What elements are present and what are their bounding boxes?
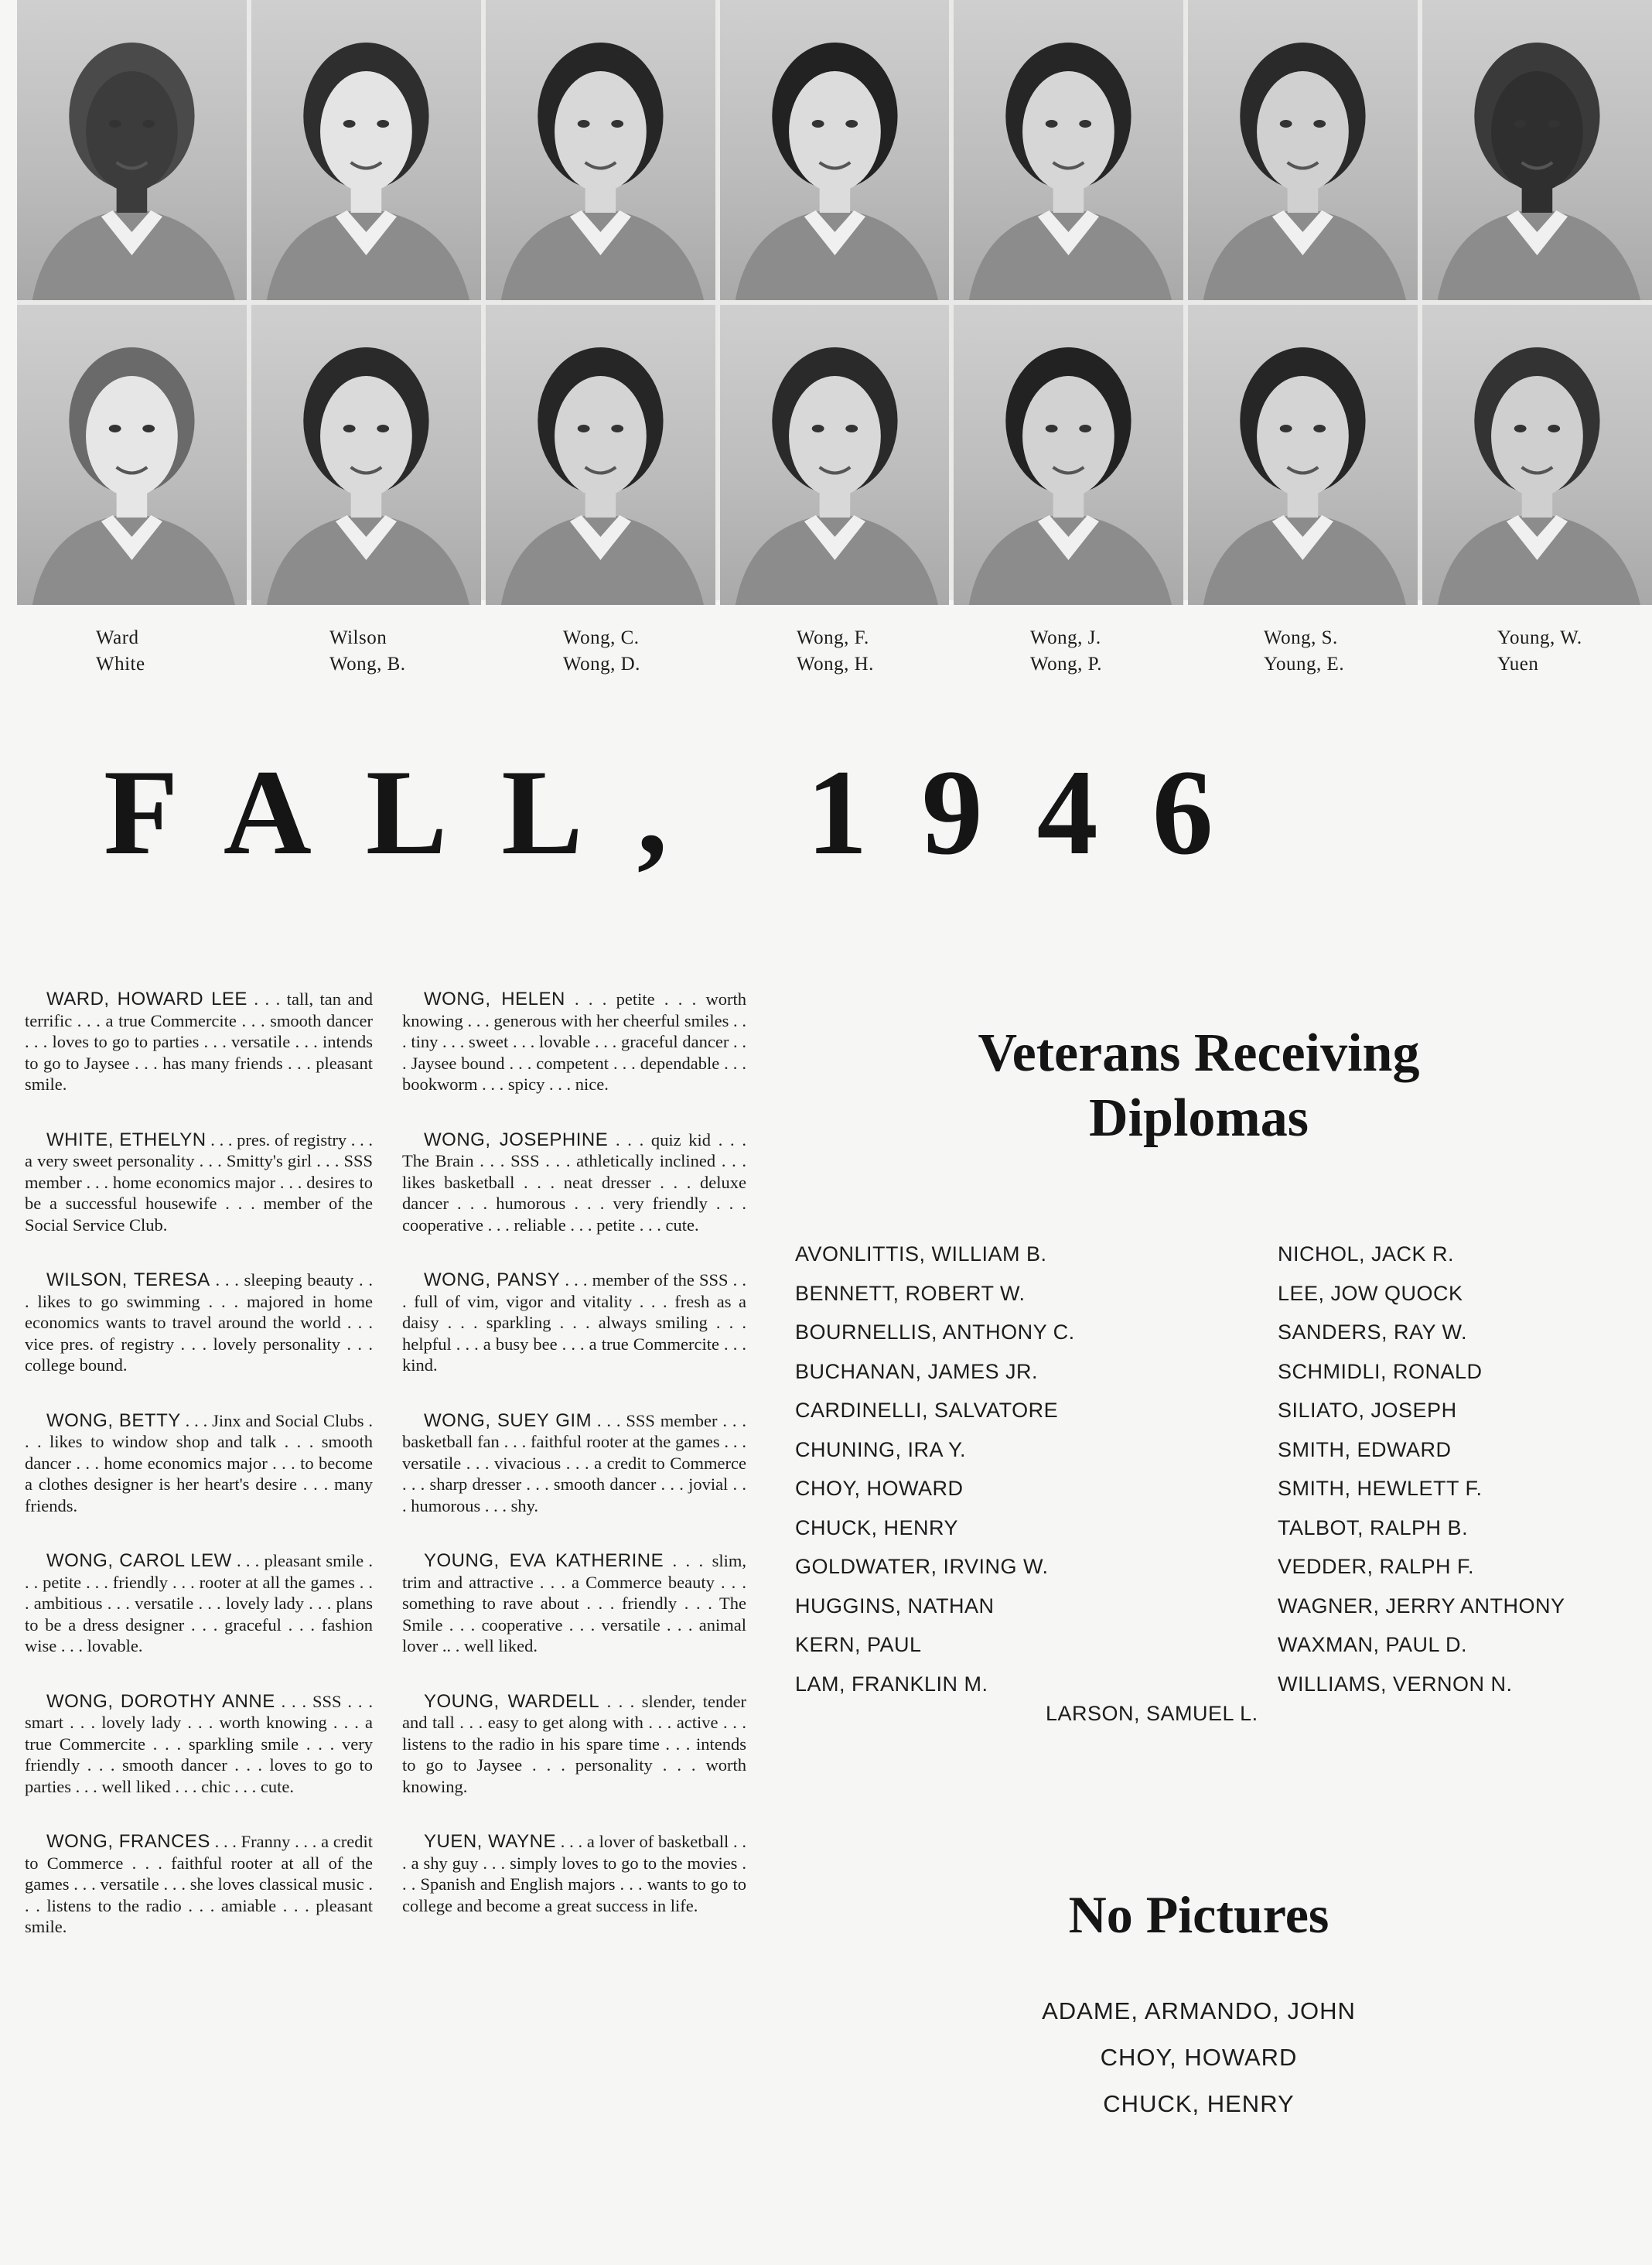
no-picture-name: CHUCK, HENRY	[1103, 2090, 1295, 2117]
portrait-silhouette	[720, 0, 950, 300]
veteran-name: BUCHANAN, JAMES JR.	[795, 1359, 1039, 1383]
portrait-silhouette	[251, 305, 481, 605]
caption-top: Wong, J.	[1030, 627, 1101, 648]
portrait-photo	[954, 305, 1183, 605]
bio-name: WONG, CAROL LEW	[46, 1550, 232, 1571]
veteran-name: SMITH, EDWARD	[1278, 1437, 1452, 1461]
portrait-photo	[1422, 305, 1652, 605]
portrait-photo	[17, 305, 247, 605]
veteran-name: KERN, PAUL	[795, 1633, 922, 1656]
caption-pair	[951, 625, 1185, 678]
caption-bottom: Wong, B.	[329, 654, 406, 675]
veteran-name: CHOY, HOWARD	[795, 1477, 964, 1500]
portrait-silhouette	[1422, 305, 1652, 605]
bio-text: . . . petite . . . worth knowing . . . generous with her cheerful smiles . . . tiny . . . sweet . . . lovable . . . graceful dancer . . . Jaysee bound . . . competent . . . dependable . . . bookworm . . . spicy . . . nice.	[402, 989, 746, 1094]
bio-entry	[25, 1550, 373, 1657]
bio-name: YOUNG, EVA KATHERINE	[424, 1550, 664, 1571]
bio-text: . . . tall, tan and terrific . . . a true Commercite . . . smooth dancer . . . loves to go to parties . . . versatile . . . intends to go to Jaysee . . . has many friends . . . pleasant smile.	[25, 989, 373, 1094]
caption-top: Wong, C.	[563, 627, 640, 648]
portrait-silhouette	[251, 0, 481, 300]
no-pictures-heading: No Pictures	[1068, 1885, 1329, 1944]
caption-pair	[251, 625, 484, 678]
bio-name: WONG, BETTY	[46, 1409, 181, 1431]
veteran-name: SILIATO, JOSEPH	[1278, 1399, 1457, 1422]
bio-text: . . . Franny . . . a credit to Commerce . . . faithful rooter at all of the games . . . versatile . . . she loves classical music . . . listens to the radio . . . amiable . . . pleasant smile.	[25, 1832, 373, 1936]
bio-text: . . . a lover of basketball . . . a shy guy . . . simply loves to go to the movies . . . Spanish and English majors . . . wants to go to college and become a great success in life.	[402, 1832, 746, 1915]
portrait-captions	[17, 625, 1652, 678]
caption-bottom: Wong, P.	[1030, 654, 1102, 675]
portrait-photo	[954, 0, 1183, 300]
portrait-photo	[486, 0, 715, 300]
bio-text: . . . pres. of registry . . . a very sweet personality . . . Smitty's girl . . . SSS member . . . home economics major . . . desires to be a successful housewife . . . member of the Social Service Club.	[25, 1129, 373, 1235]
bio-entry	[402, 1550, 746, 1657]
veterans-heading	[804, 1021, 1593, 1151]
veteran-name: VEDDER, RALPH F.	[1278, 1555, 1475, 1578]
portrait-silhouette	[486, 0, 715, 300]
bio-text: . . . slim, trim and attractive . . . a Commerce beauty . . . something to rave about . . . friendly . . . The Smile . . . cooperative . . . versatile . . . animal lover .. . well liked.	[402, 1551, 746, 1655]
caption-bottom: White	[96, 654, 145, 675]
bio-name: WONG, FRANCES	[46, 1831, 210, 1852]
veteran-name: SANDERS, RAY W.	[1278, 1320, 1468, 1344]
veteran-name: BOURNELLIS, ANTHONY C.	[795, 1320, 1075, 1344]
veteran-name: SMITH, HEWLETT F.	[1278, 1477, 1483, 1500]
bio-name: WONG, HELEN	[424, 989, 565, 1010]
caption-pair	[17, 625, 251, 678]
portrait-photo	[1422, 0, 1652, 300]
veteran-name: HUGGINS, NATHAN	[795, 1594, 995, 1618]
caption-bottom: Wong, H.	[797, 654, 874, 675]
page-title: FALL, 1946	[104, 745, 1268, 880]
bio-name: WONG, JOSEPHINE	[424, 1129, 609, 1150]
veteran-name: LEE, JOW QUOCK	[1278, 1281, 1463, 1305]
bio-entry	[402, 1269, 746, 1376]
bio-name: WILSON, TERESA	[46, 1269, 210, 1290]
bio-name: WONG, PANSY	[424, 1269, 561, 1290]
veteran-name: CHUCK, HENRY	[795, 1515, 959, 1539]
caption-pair	[1185, 625, 1418, 678]
portrait-photo	[251, 305, 481, 605]
portrait-photo	[251, 0, 481, 300]
bio-entry	[402, 1691, 746, 1798]
bio-entry	[25, 989, 373, 1095]
veteran-name: GOLDWATER, IRVING W.	[795, 1555, 1049, 1578]
portrait-silhouette	[954, 305, 1183, 605]
bio-name: YUEN, WAYNE	[424, 1831, 556, 1852]
caption-bottom: Young, E.	[1264, 654, 1345, 675]
caption-top: Wong, S.	[1264, 627, 1338, 648]
bio-entry	[402, 1831, 746, 1916]
caption-top: Young, W.	[1497, 627, 1582, 648]
bio-name: WONG, DOROTHY ANNE	[46, 1690, 275, 1712]
caption-pair	[484, 625, 718, 678]
bio-text: . . . member of the SSS . . . full of vim, vigor and vitality . . . fresh as a daisy . . . sparkling . . . always smiling . . . helpful . . . a busy bee . . . a true Commercite . . . kind.	[402, 1270, 746, 1375]
bio-name: WHITE, ETHELYN	[46, 1129, 206, 1150]
veterans-heading-line2: Diplomas	[1089, 1088, 1309, 1148]
portrait-grid	[17, 0, 1652, 600]
veterans-list-left	[795, 1235, 1278, 1703]
caption-pair	[718, 625, 951, 678]
no-pictures-list	[804, 1988, 1593, 2127]
bio-entry	[25, 1831, 373, 1938]
portrait-photo	[486, 305, 715, 605]
bio-entry	[25, 1691, 373, 1798]
bio-entry	[402, 1129, 746, 1236]
veteran-name: CARDINELLI, SALVATORE	[795, 1399, 1059, 1422]
portrait-silhouette	[1188, 0, 1418, 300]
no-picture-name: CHOY, HOWARD	[1100, 2044, 1298, 2071]
veteran-name: NICHOL, JACK R.	[1278, 1242, 1455, 1266]
bio-entry	[25, 1410, 373, 1517]
bio-column-right	[402, 989, 746, 1950]
portrait-silhouette	[17, 305, 247, 605]
bio-text: . . . pleasant smile . . . petite . . . friendly . . . rooter at all the games . . . ambitious . . . versatile . . . lovely lady . . . plans to be a dress designer . . . graceful . . . fashion wise . . . lovable.	[25, 1551, 373, 1655]
portrait-photo	[720, 305, 950, 605]
veterans-list	[795, 1235, 1630, 1703]
veterans-heading-line1: Veterans Receiving	[978, 1023, 1420, 1083]
veteran-name: SCHMIDLI, RONALD	[1278, 1359, 1483, 1383]
veteran-name: CHUNING, IRA Y.	[795, 1437, 967, 1461]
portrait-silhouette	[17, 0, 247, 300]
veterans-list-right	[1278, 1235, 1630, 1703]
caption-top: Wong, F.	[797, 627, 869, 648]
portrait-silhouette	[1422, 0, 1652, 300]
veteran-name: LAM, FRANKLIN M.	[795, 1672, 988, 1696]
bio-name: WONG, SUEY GIM	[424, 1409, 592, 1431]
veteran-name: WAXMAN, PAUL D.	[1278, 1633, 1468, 1656]
bio-entry	[25, 1129, 373, 1236]
portrait-silhouette	[720, 305, 950, 605]
veterans-last-name: LARSON, SAMUEL L.	[1046, 1702, 1258, 1725]
portrait-photo	[17, 0, 247, 300]
portrait-silhouette	[486, 305, 715, 605]
bio-entry	[402, 1410, 746, 1517]
caption-bottom: Wong, D.	[563, 654, 640, 675]
bio-name: YOUNG, WARDELL	[424, 1690, 600, 1712]
veteran-name: AVONLITTIS, WILLIAM B.	[795, 1242, 1047, 1266]
bio-text: . . . SSS . . . smart . . . lovely lady . . . worth knowing . . . a true Commercite . . . sparkling smile . . . very friendly . . . smooth dancer . . . loves to go to parties . . . well liked . . . chic . . . cute.	[25, 1691, 374, 1796]
bio-text: . . . SSS member . . . basketball fan . . . faithful rooter at the games . . . versatile . . . vivacious . . . a credit to Commerce . . . sharp dresser . . . smooth dancer . . . jovial . . . humorous . . . shy.	[402, 1410, 746, 1515]
veteran-name: WAGNER, JERRY ANTHONY	[1278, 1594, 1565, 1618]
portrait-photo	[720, 0, 950, 300]
portrait-photo	[1188, 305, 1418, 605]
bio-column-left	[25, 989, 373, 1972]
portrait-silhouette	[1188, 305, 1418, 605]
bio-text: . . . sleeping beauty . . . likes to go swimming . . . majored in home economics wants to travel around the world . . . vice pres. of registry . . . lovely personality . . . college bound.	[25, 1270, 373, 1375]
bio-name: WARD, HOWARD LEE	[46, 989, 247, 1010]
caption-bottom: Yuen	[1497, 654, 1539, 675]
caption-top: Wilson	[329, 627, 387, 648]
bio-text: . . . quiz kid . . . The Brain . . . SSS . . . athletically inclined . . . likes basketball . . . neat dresser . . . deluxe dancer . . . humorous . . . very friendly . . . cooperative . . . reliable . . . petite . . . cute.	[402, 1129, 746, 1235]
bio-entry	[25, 1269, 373, 1376]
no-picture-name: ADAME, ARMANDO, JOHN	[1042, 1997, 1356, 2024]
portrait-silhouette	[954, 0, 1183, 300]
bio-entry	[402, 989, 746, 1095]
veteran-name: BENNETT, ROBERT W.	[795, 1281, 1026, 1305]
veteran-name: WILLIAMS, VERNON N.	[1278, 1672, 1513, 1696]
portrait-photo	[1188, 0, 1418, 300]
bio-text: . . . Jinx and Social Clubs . . . likes to window shop and talk . . . smooth dancer . . . home economics major . . . to become a clothes designer is her heart's desire . . . many friends.	[25, 1410, 373, 1515]
caption-top: Ward	[96, 627, 139, 648]
bio-text: . . . slender, tender and tall . . . easy to get along with . . . active . . . listens to the radio in his spare time . . . intends to go to Jaysee . . . personality . . . worth knowing.	[402, 1691, 746, 1796]
caption-pair	[1418, 625, 1652, 678]
veteran-name: TALBOT, RALPH B.	[1278, 1515, 1469, 1539]
